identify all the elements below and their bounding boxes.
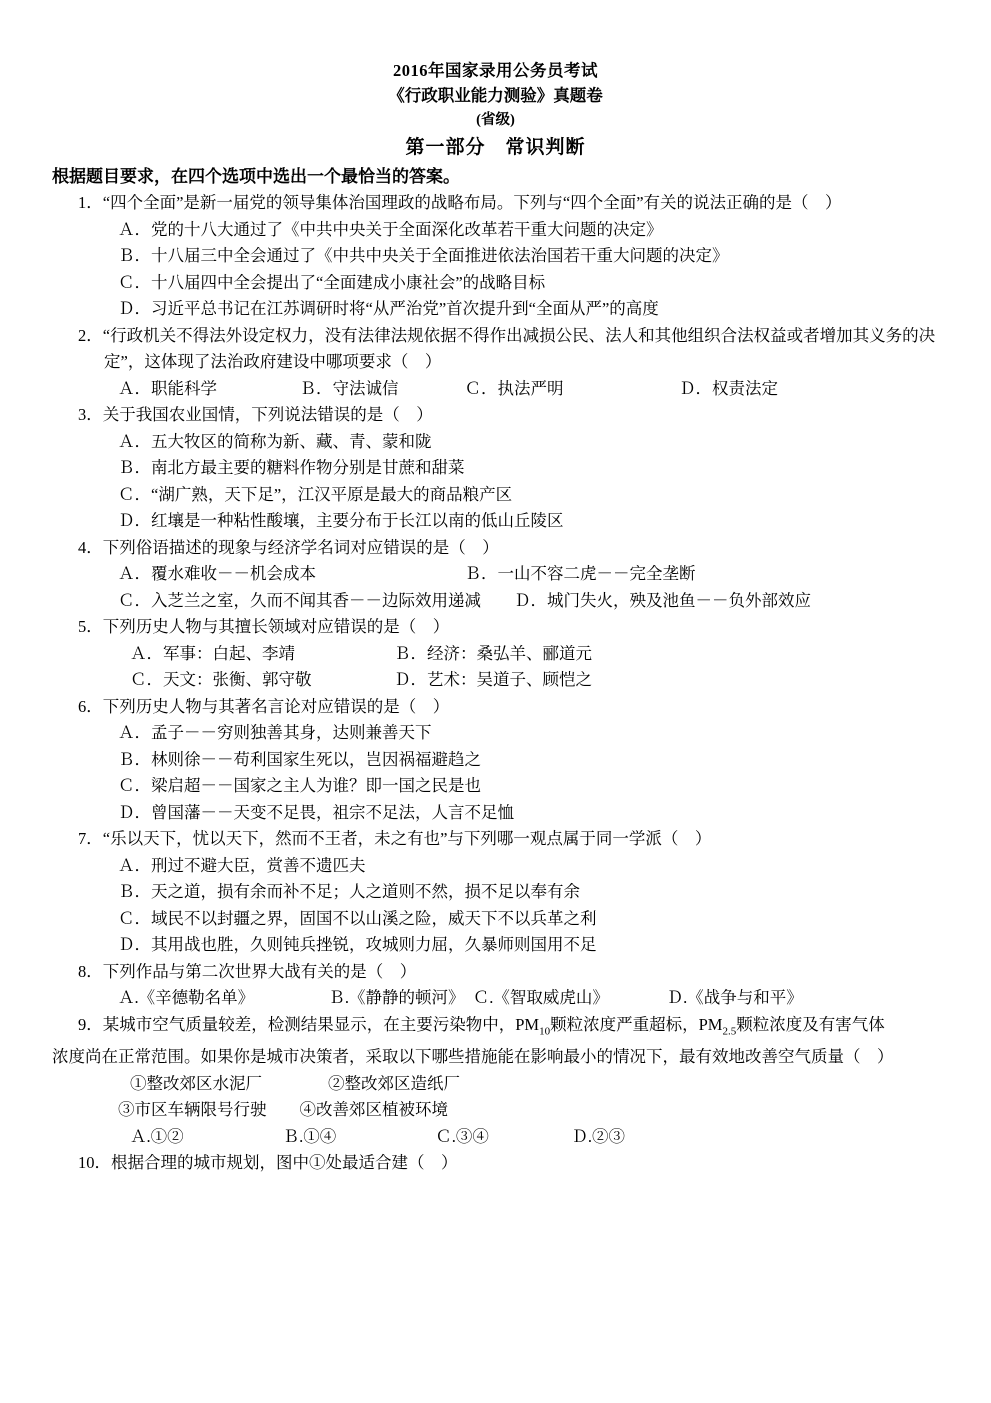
question-text-part2: 颗粒浓度严重超标，PM — [550, 1014, 723, 1034]
exam-title-line2: 《行政职业能力测验》真题卷 — [388, 86, 603, 105]
option-b[interactable]: Ｂ．天之道，损有余而补不足；人之道则不然，损不足以奉有余 — [118, 882, 580, 901]
question-text: “行政机关不得法外设定权力，没有法律法规依据不得作出减损公民、法人和其他组织合法权益或者增加其义务的决定”，这体现了法治政府建设中哪项要求（ ） — [102, 325, 936, 371]
question-stem — [78, 190, 939, 217]
question-stem — [78, 694, 939, 721]
question-text: “乐以天下，忧以天下，然而不王者，未之有也”与下列哪一观点属于同一学派（ ） — [102, 829, 712, 848]
question-number: 4． — [78, 537, 103, 557]
question-stem-line2: 浓度尚在正常范围。如果你是城市决策者，采取以下哪些措施能在影响最小的情况下，最有效地改善空气质量（ ） — [52, 1047, 894, 1067]
option-c[interactable]: Ｃ．梁启超－－国家之主人为谁？即一国之民是也 — [118, 776, 481, 795]
question-text: 下列作品与第二次世界大战有关的是（ ） — [102, 961, 417, 981]
question-stem — [78, 402, 939, 429]
option-a[interactable]: Ａ．党的十八大通过了《中共中央关于全面深化改革若干重大问题的决定》 — [118, 219, 663, 239]
question-number: 6． — [78, 696, 103, 716]
question-10 — [52, 1150, 939, 1177]
question-number: 10． — [78, 1153, 111, 1173]
option-b[interactable]: Ｂ．十八届三中全会通过了《中共中央关于全面推进依法治国若干重大问题的决定》 — [118, 246, 729, 265]
option-row-ab[interactable]: Ａ．军事：白起、李靖 Ｂ．经济：桑弘羊、郦道元 — [130, 643, 592, 663]
question-6 — [52, 694, 939, 827]
question-8 — [52, 959, 939, 1012]
part-title: 第一部分 常识判断 — [405, 137, 586, 158]
option-d[interactable]: Ｄ．红壤是一种粘性酸壤，主要分布于长江以南的低山丘陵区 — [118, 511, 564, 530]
option-a[interactable]: Ａ．孟子－－穷则独善其身，达则兼善天下 — [118, 723, 432, 742]
question-number: 8． — [78, 961, 103, 981]
question-stem — [78, 959, 939, 986]
question-text: “四个全面”是新一届党的领导集体治国理政的战略布局。下列与“四个全面”有关的说法正确的是（ ） — [102, 193, 842, 212]
option-a[interactable]: Ａ．五大牧区的简称为新、藏、青、蒙和陇 — [118, 431, 432, 451]
option-row[interactable]: Ａ.①② Ｂ.①④ Ｃ.③④ Ｄ.②③ — [130, 1126, 625, 1146]
question-7 — [52, 826, 939, 959]
option-row[interactable]: Ａ．职能科学 Ｂ．守法诚信 Ｃ．执法严明 Ｄ．权责法定 — [118, 378, 778, 398]
question-number: 7． — [78, 829, 103, 848]
question-number: 9． — [78, 1014, 103, 1034]
question-2 — [52, 323, 939, 403]
pm25-subscript: 2.5 — [722, 1024, 737, 1037]
question-1 — [52, 190, 939, 323]
question-stem — [78, 323, 939, 376]
sub-option-row-1[interactable]: ①整改郊区水泥厂 ②整改郊区造纸厂 — [130, 1073, 460, 1093]
question-number: 2． — [78, 325, 103, 345]
question-5 — [52, 614, 939, 694]
question-text: 关于我国农业国情，下列说法错误的是（ ） — [102, 405, 433, 424]
question-stem — [78, 1150, 939, 1177]
question-text: 根据合理的城市规划，图中①处最适合建（ ） — [111, 1153, 458, 1173]
question-text-part1: 某城市空气质量较差，检测结果显示，在主要污染物中，PM — [102, 1014, 540, 1034]
option-c[interactable]: Ｃ．域民不以封疆之界，固国不以山溪之险，威天下不以兵革之利 — [118, 908, 597, 928]
question-4 — [52, 535, 939, 615]
option-row-cd[interactable]: Ｃ．入芝兰之室，久而不闻其香－－边际效用递减 Ｄ．城门失火，殃及池鱼－－负外部效应 — [118, 590, 811, 610]
sub-option-row-2[interactable]: ③市区车辆限号行驶 ④改善郊区植被环境 — [118, 1100, 448, 1120]
question-stem — [78, 614, 939, 641]
option-a[interactable]: Ａ．刑过不避大臣，赏善不遗匹夫 — [118, 855, 366, 875]
question-text: 下列俗语描述的现象与经济学名词对应错误的是（ ） — [102, 537, 499, 557]
question-3 — [52, 402, 939, 535]
question-stem — [78, 1012, 939, 1045]
question-text-part3: 颗粒浓度及有害气体 — [736, 1014, 885, 1034]
option-b[interactable]: Ｂ．南北方最主要的糖料作物分别是甘蔗和甜菜 — [118, 458, 465, 477]
option-b[interactable]: Ｂ．林则徐－－苟利国家生死以，岂因祸福避趋之 — [118, 749, 481, 769]
option-c[interactable]: Ｃ．“湖广熟，天下足”，江汉平原是最大的商品粮产区 — [118, 484, 513, 504]
question-stem — [78, 826, 939, 853]
question-text: 下列历史人物与其擅长领域对应错误的是（ ） — [102, 617, 450, 636]
question-stem — [78, 535, 939, 562]
question-number: 1． — [78, 193, 103, 212]
question-text: 下列历史人物与其著名言论对应错误的是（ ） — [102, 696, 450, 716]
question-number: 3． — [78, 405, 103, 424]
pm10-subscript: 10 — [539, 1024, 551, 1037]
option-row-cd[interactable]: Ｃ．天文：张衡、郭守敬 Ｄ．艺术：吴道子、顾恺之 — [130, 670, 592, 689]
option-row[interactable]: Ａ.《辛德勒名单》 Ｂ.《静静的顿河》 Ｃ.《智取威虎山》 Ｄ.《战争与和平》 — [118, 988, 803, 1007]
exam-level: (省级) — [476, 112, 515, 128]
question-number: 5． — [78, 617, 103, 636]
option-c[interactable]: Ｃ．十八届四中全会提出了“全面建成小康社会”的战略目标 — [118, 272, 546, 292]
option-d[interactable]: Ｄ．曾国藩－－天变不足畏，祖宗不足法，人言不足恤 — [118, 802, 514, 822]
instruction-text: 根据题目要求，在四个选项中选出一个最恰当的答案。 — [52, 167, 460, 186]
question-9 — [52, 1012, 939, 1151]
exam-title-line1: 2016年国家录用公务员考试 — [393, 61, 598, 80]
option-row-ab[interactable]: Ａ．覆水难收－－机会成本 Ｂ．一山不容二虎－－完全垄断 — [118, 564, 696, 583]
option-d[interactable]: Ｄ．其用战也胜，久则钝兵挫锐，攻城则力屈，久暴师则国用不足 — [118, 935, 597, 954]
option-d[interactable]: Ｄ．习近平总书记在江苏调研时将“从严治党”首次提升到“全面从严”的高度 — [118, 299, 659, 318]
